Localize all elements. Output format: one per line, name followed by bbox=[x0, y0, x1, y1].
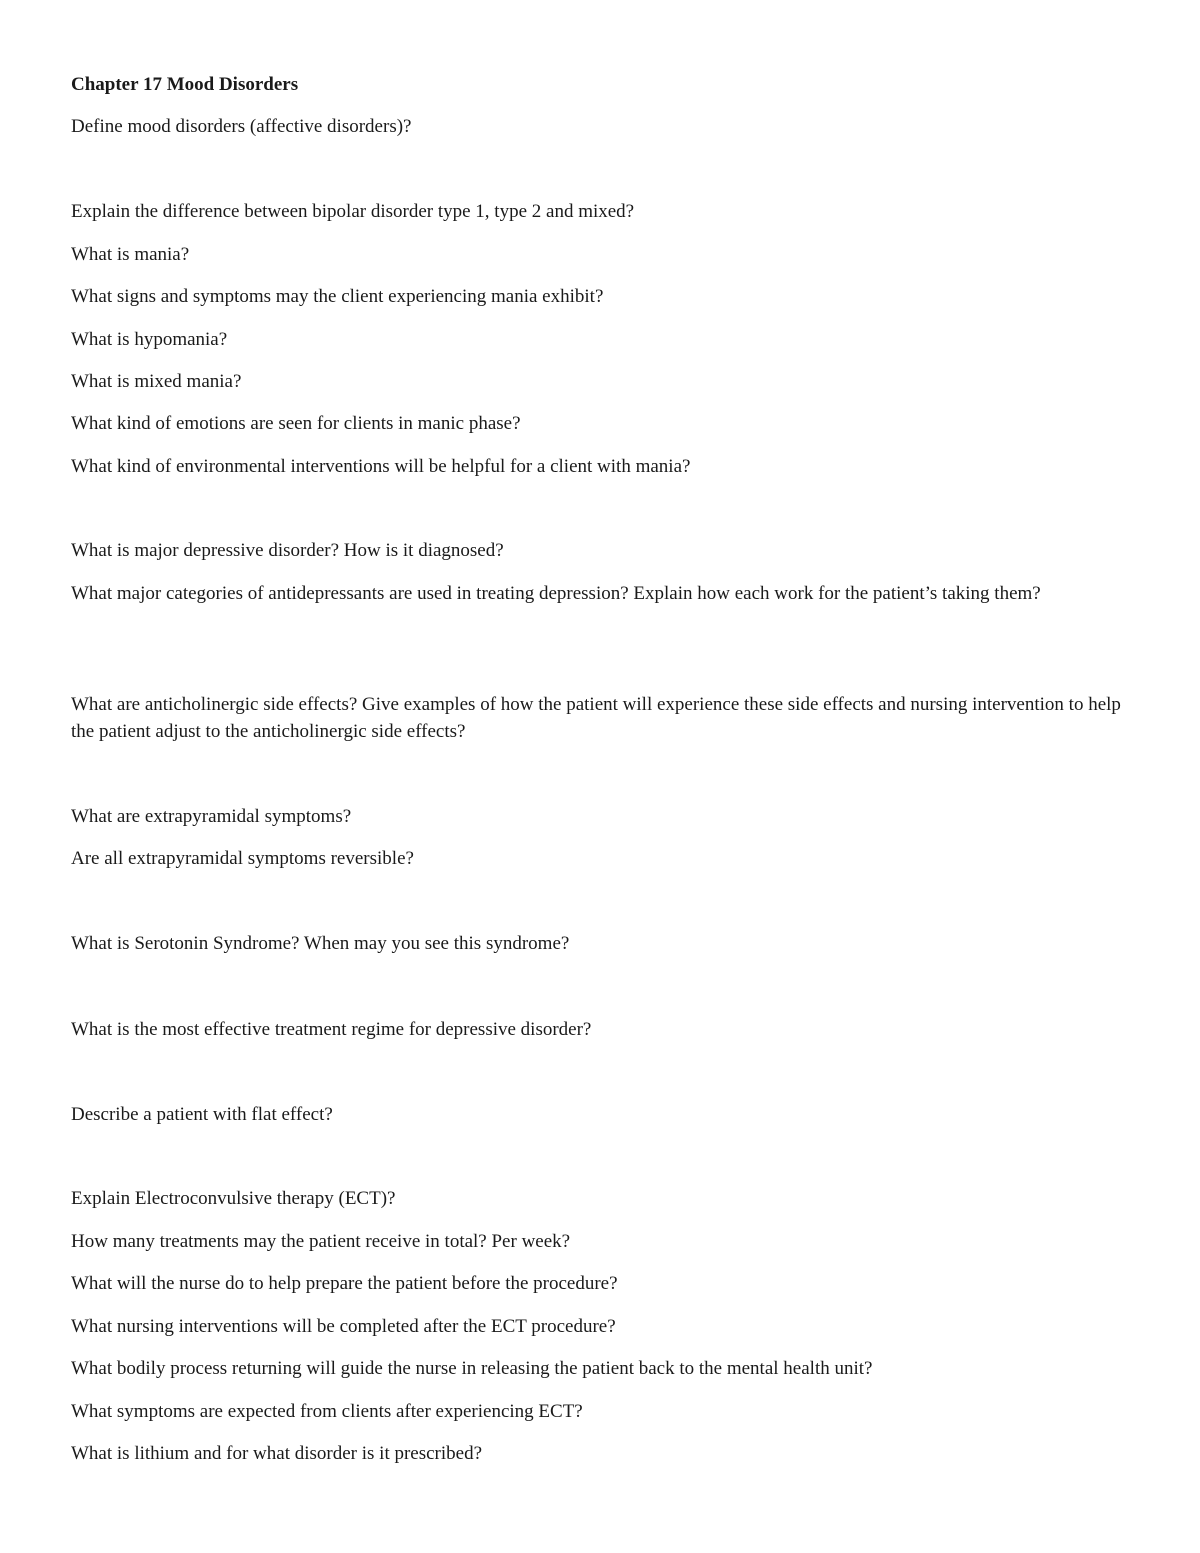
question-4: What signs and symptoms may the client experiencing mania exhibit? bbox=[71, 286, 604, 307]
question-23: What is lithium and for what disorder is it prescribed? bbox=[71, 1443, 483, 1464]
question-22: What symptoms are expected from clients after experiencing ECT? bbox=[71, 1401, 583, 1422]
question-20: What nursing interventions will be completed after the ECT procedure? bbox=[71, 1316, 616, 1337]
question-13: Are all extrapyramidal symptoms reversible? bbox=[71, 848, 414, 869]
question-11: What are anticholinergic side effects? Give examples of how the patient will experience these side effects and nursing intervention to help the patient adjust to the anticholinergic side effects? bbox=[71, 694, 1121, 742]
question-3: What is mania? bbox=[71, 244, 190, 265]
question-2: Explain the difference between bipolar disorder type 1, type 2 and mixed? bbox=[71, 201, 635, 222]
question-1: Define mood disorders (affective disorders)? bbox=[71, 116, 412, 137]
question-12: What are extrapyramidal symptoms? bbox=[71, 806, 352, 827]
question-7: What kind of emotions are seen for clients in manic phase? bbox=[71, 413, 521, 434]
question-15: What is the most effective treatment regime for depressive disorder? bbox=[71, 1019, 592, 1040]
question-19: What will the nurse do to help prepare the patient before the procedure? bbox=[71, 1273, 618, 1294]
question-16: Describe a patient with flat effect? bbox=[71, 1104, 333, 1125]
question-14: What is Serotonin Syndrome? When may you see this syndrome? bbox=[71, 933, 570, 954]
question-18: How many treatments may the patient receive in total? Per week? bbox=[71, 1231, 571, 1252]
question-6: What is mixed mania? bbox=[71, 371, 242, 392]
question-5: What is hypomania? bbox=[71, 329, 228, 350]
question-10: What major categories of antidepressants are used in treating depression? Explain how each work for the patient’s taking them? bbox=[71, 583, 1041, 604]
question-9: What is major depressive disorder? How is it diagnosed? bbox=[71, 540, 504, 561]
question-17: Explain Electroconvulsive therapy (ECT)? bbox=[71, 1188, 396, 1209]
page-title: Chapter 17 Mood Disorders bbox=[71, 74, 299, 95]
question-21: What bodily process returning will guide the nurse in releasing the patient back to the mental health unit? bbox=[71, 1358, 873, 1379]
question-8: What kind of environmental interventions will be helpful for a client with mania? bbox=[71, 456, 691, 477]
